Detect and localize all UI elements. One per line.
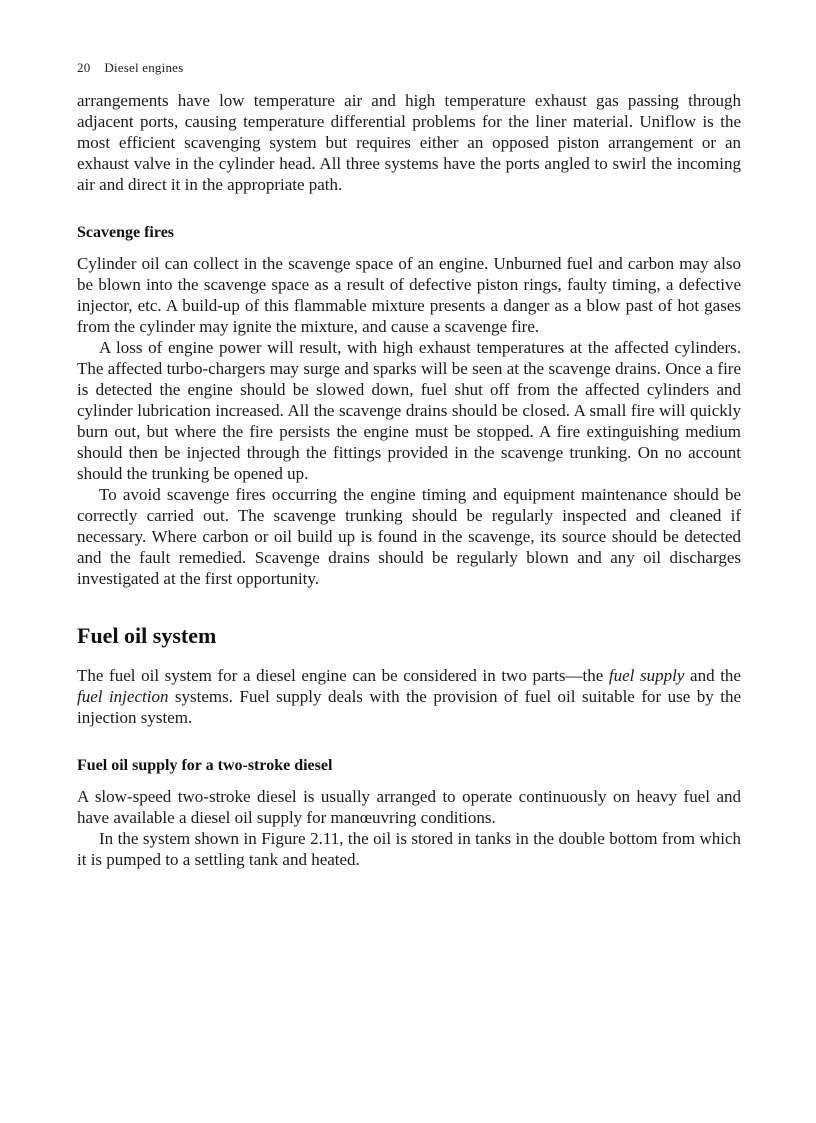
fuel-oil-text-1: The fuel oil system for a diesel engine can be considered in two parts—the [77, 666, 609, 685]
fuel-supply-paragraph-2: In the system shown in Figure 2.11, the oil is stored in tanks in the double bottom from which it is pumped to a settling tank and heated. [77, 829, 741, 869]
fuel-oil-system-paragraph [77, 665, 741, 728]
running-head-title: Diesel engines [104, 60, 184, 75]
scavenge-paragraph-3: To avoid scavenge fires occurring the engine timing and equipment maintenance should be correctly carried out. The scavenge trunking should be regularly inspected and cleaned if necessary. Where carbon or oil build up is found in the scavenge, its source should be detected and the fault remedied. Scavenge drains should be regularly blown and any oil discharges investigated at the first opportunity. [77, 485, 741, 588]
heading-fuel-supply-two-stroke: Fuel oil supply for a two-stroke diesel [77, 757, 333, 774]
page-number: 20 [77, 60, 91, 75]
fuel-oil-text-2: and the [684, 666, 741, 685]
fuel-supply-term: fuel supply [608, 666, 685, 685]
fuel-injection-term: fuel injection [77, 687, 169, 706]
book-page [77, 60, 741, 870]
heading-scavenge-fires: Scavenge fires [77, 224, 175, 241]
heading-fuel-oil-system: Fuel oil system [77, 623, 217, 648]
scavenge-paragraph-1: Cylinder oil can collect in the scavenge space of an engine. Unburned fuel and carbon may also be blown into the scavenge space as a result of defective piston rings, faulty timing, a defective injector, etc. A build-up of this flammable mixture presents a danger as a blow past of hot gases from the cylinder may ignite the mixture, and cause a scavenge fire. [77, 254, 741, 336]
scavenge-paragraph-2: A loss of engine power will result, with high exhaust temperatures at the affected cylinders. The affected turbo-chargers may surge and sparks will be seen at the scavenge drains. Once a fire is detected the engine should be slowed down, fuel shut off from the affected cylinders and cylinder lubrication increased. All the scavenge drains should be closed. A small fire will quickly burn out, but where the fire persists the engine must be stopped. A fire extinguishing medium should then be injected through the fittings provided in the scavenge trunking. On no account should the trunking be opened up. [77, 338, 741, 483]
running-head [77, 60, 741, 76]
fuel-oil-text-3: systems. Fuel supply deals with the provision of fuel oil suitable for use by the injection system. [77, 687, 741, 727]
fuel-supply-paragraph-1: A slow-speed two-stroke diesel is usually arranged to operate continuously on heavy fuel and have available a diesel oil supply for manœuvring conditions. [77, 787, 741, 827]
intro-paragraph: arrangements have low temperature air and high temperature exhaust gas passing through adjacent ports, causing temperature differential problems for the liner material. Uniflow is the most efficient scavenging system but requires either an opposed piston arrangement or an exhaust valve in the cylinder head. All three systems have the ports angled to swirl the incoming air and direct it in the appropriate path. [77, 91, 741, 194]
